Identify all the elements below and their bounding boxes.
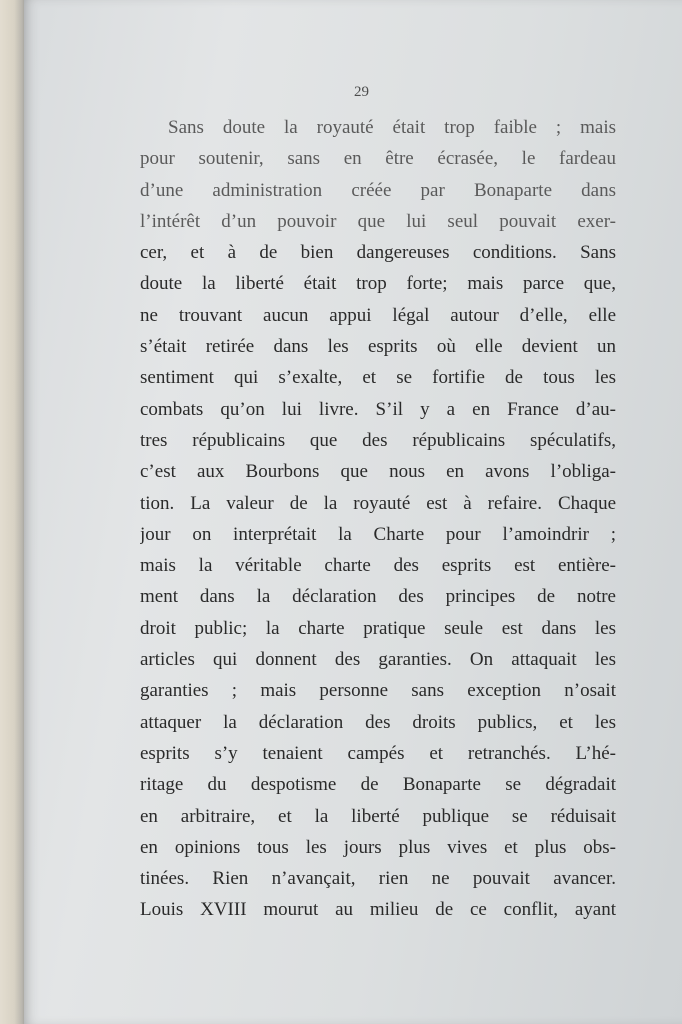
text-line: c’est aux Bourbons que nous en avons l’obliga- [140,461,616,483]
body-text [140,112,616,926]
text-line: Sans doute la royauté était trop faible ; mais [168,117,616,138]
text-line: s’était retirée dans les esprits où elle devient un [140,336,616,358]
book-page [24,0,682,1024]
text-line: mais la véritable charte des esprits est entière- [140,555,616,577]
text-line: articles qui donnent des garanties. On attaquait les [140,649,616,671]
text-line: doute la liberté était trop forte; mais parce que, [140,273,616,295]
text-line: l’intérêt d’un pouvoir que lui seul pouvait exer- [140,210,616,232]
text-line: Louis XVIII mourut au milieu de ce conflit, ayant [140,899,616,921]
text-line: en arbitraire, et la liberté publique se réduisait [140,805,616,827]
text-line: attaquer la déclaration des droits publics, et les [140,711,616,733]
text-line: tion. La valeur de la royauté est à refaire. Chaque [140,492,616,514]
text-line: ne trouvant aucun appui légal autour d’elle, elle [140,304,616,326]
text-line: sentiment qui s’exalte, et se fortifie de tous les [140,367,616,389]
text-line: ment dans la déclaration des principes de notre [140,586,616,608]
text-line: pour soutenir, sans en être écrasée, le fardeau [140,148,616,170]
text-line: en opinions tous les jours plus vives et plus obs- [140,836,616,858]
text-line: d’une administration créée par Bonaparte dans [140,179,616,201]
text-line: ritage du despotisme de Bonaparte se dégradait [140,774,616,796]
book-gutter [0,0,26,1024]
text-line: cer, et à de bien dangereuses conditions. Sans [140,242,616,264]
text-line: droit public; la charte pratique seule est dans les [140,617,616,639]
text-line: jour on interprétait la Charte pour l’amoindrir ; [140,523,616,545]
text-line: esprits s’y tenaient campés et retranchés. L’hé- [140,742,616,764]
page-number: 29 [354,84,369,100]
text-line: tinées. Rien n’avançait, rien ne pouvait avancer. [140,868,616,890]
text-line: tres républicains que des républicains spéculatifs, [140,429,616,451]
text-line: garanties ; mais personne sans exception n’osait [140,680,616,702]
text-line: combats qu’on lui livre. S’il y a en France d’au- [140,398,616,420]
